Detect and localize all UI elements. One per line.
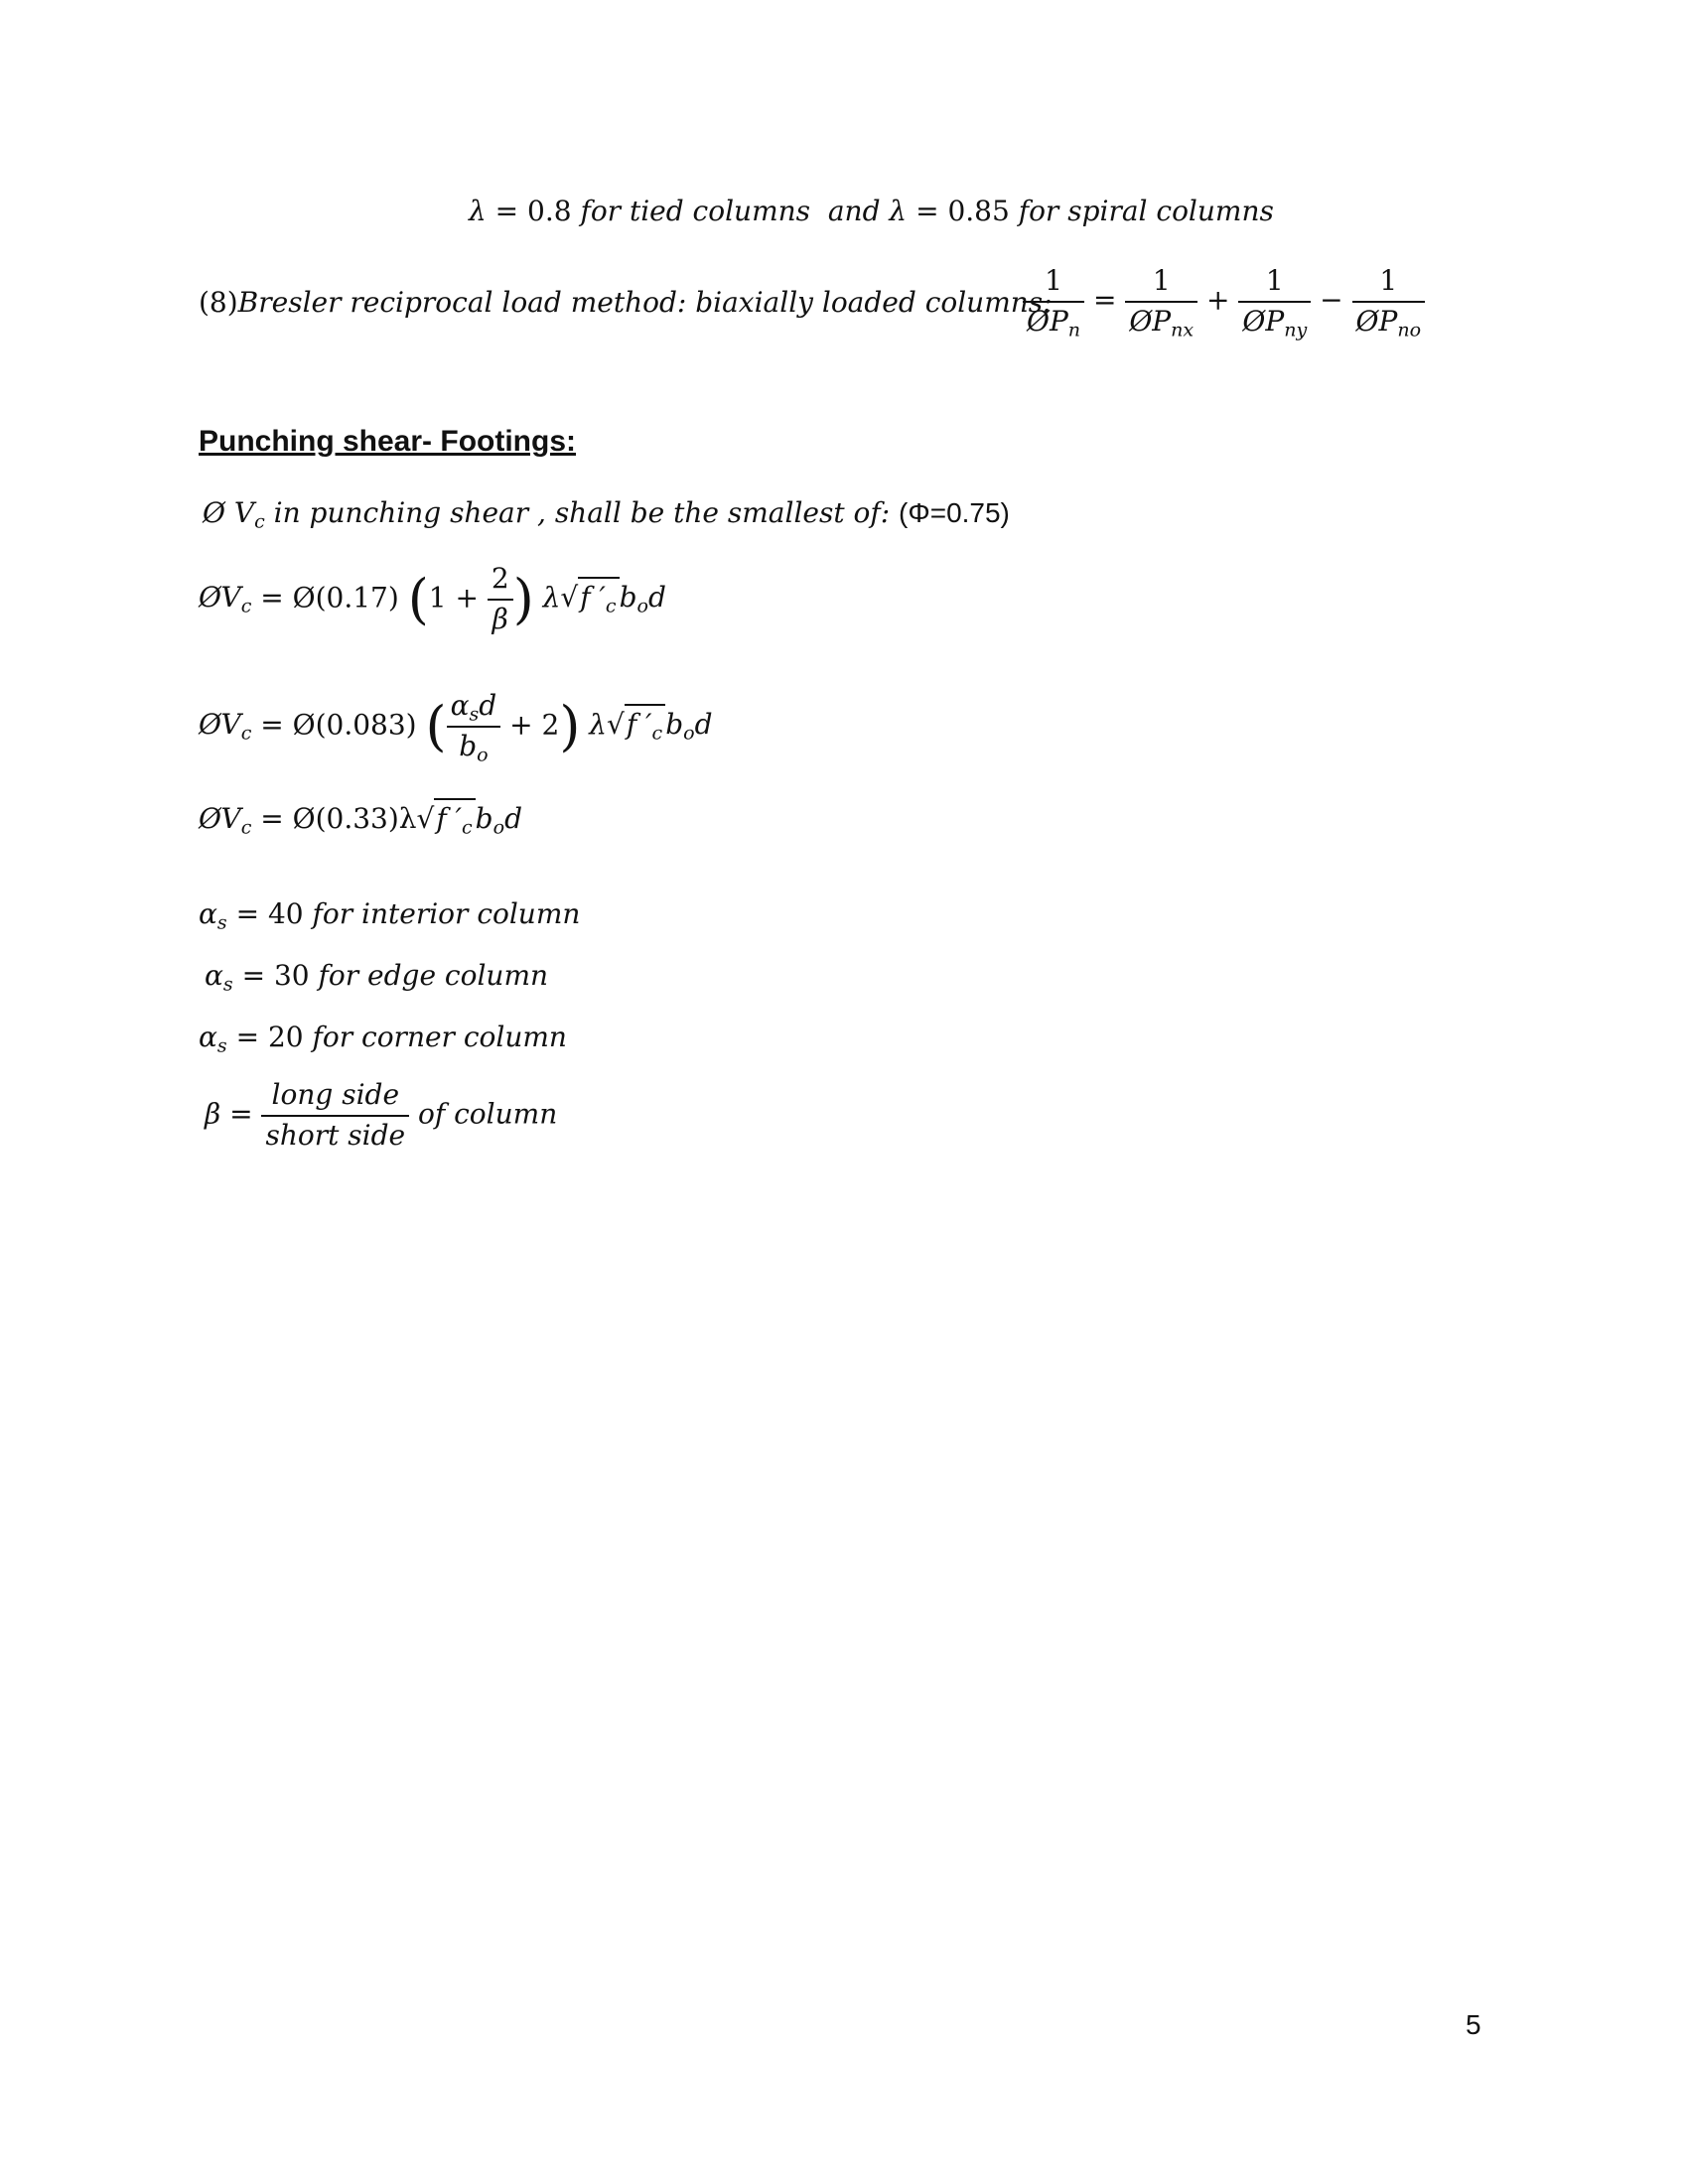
square-root: √f $'_c$ [560, 577, 619, 614]
bresler-number: (8) [199, 286, 238, 319]
bresler-equation: $\frac{1}{ØP_n}$ = $\frac{1}{ØP_{nx}}$ + $\frac{1}{ØP_{ny}}$ − $\frac{1}{ØP_{no}}$ [1023, 266, 1425, 338]
lambda-symbol: λ [469, 195, 487, 227]
section-heading: Punching shear- Footings: [199, 425, 576, 458]
punching-equation-3: $ØV_c$ = Ø(0.33)λ√f $'_c$ $b_od$ [199, 798, 522, 835]
page-number: 5 [1466, 2009, 1481, 2040]
fraction-pnx: $\frac{1}{ØP_{nx}}$ [1125, 266, 1197, 338]
lambda-and-text: and [827, 195, 881, 227]
punching-equation-2: $ØV_c$ = Ø(0.083) ( $\frac{\alpha_sd}{b_o}$ + 2) λ√f $'_c$ $b_od$ [199, 689, 713, 766]
square-root: √f $'_c$ [607, 704, 665, 741]
lambda-definition-line [469, 195, 1274, 227]
alpha-interior-line: $\alpha_s = 40$ for interior column [199, 897, 581, 934]
phi-value: (Φ=0.75) [899, 497, 1010, 528]
fraction-long-over-short: $\frac{\text{long side}}{\text{short side}}$ [261, 1080, 409, 1152]
beta-definition: β = $\frac{\text{long side}}{\text{short side}}$ of column [205, 1078, 558, 1152]
lambda-tied-text: for tied columns [580, 195, 811, 227]
fraction-2-over-beta: $\frac{2}{\beta}$ [488, 564, 513, 635]
lambda-spiral-value: = 0.85 [915, 195, 1010, 227]
phi-vc: Ø $V_c$ [203, 496, 265, 533]
fraction-alpha-d-over-bo: $\frac{\alpha_sd}{b_o}$ [447, 691, 501, 762]
lambda-tied-value: = 0.8 [494, 195, 572, 227]
alpha-corner-line: $\alpha_s = 20$ for corner column [199, 1021, 567, 1057]
fraction-pno: $\frac{1}{ØP_{no}}$ [1352, 266, 1426, 338]
fraction-pn: $\frac{1}{ØP_n}$ [1023, 266, 1084, 338]
square-root: √f $'_c$ [417, 798, 476, 835]
bresler-text: Bresler reciprocal load method: biaxially loaded columns: [237, 286, 1053, 319]
fraction-pny: $\frac{1}{ØP_{ny}}$ [1238, 266, 1311, 338]
lambda-symbol: λ [889, 195, 908, 227]
alpha-edge-line: $\alpha_s = 30$ for edge column [205, 959, 549, 996]
punching-shear-intro [203, 496, 1010, 533]
bresler-label [199, 286, 1053, 319]
lambda-spiral-text: for spiral columns [1018, 195, 1274, 227]
intro-text: in punching shear , shall be the smallest of: [273, 496, 891, 529]
punching-equation-1: $ØV_c$ = Ø(0.17) (1 + $\frac{2}{\beta}$ ) λ√f $'_c$ $b_od$ [199, 562, 666, 635]
